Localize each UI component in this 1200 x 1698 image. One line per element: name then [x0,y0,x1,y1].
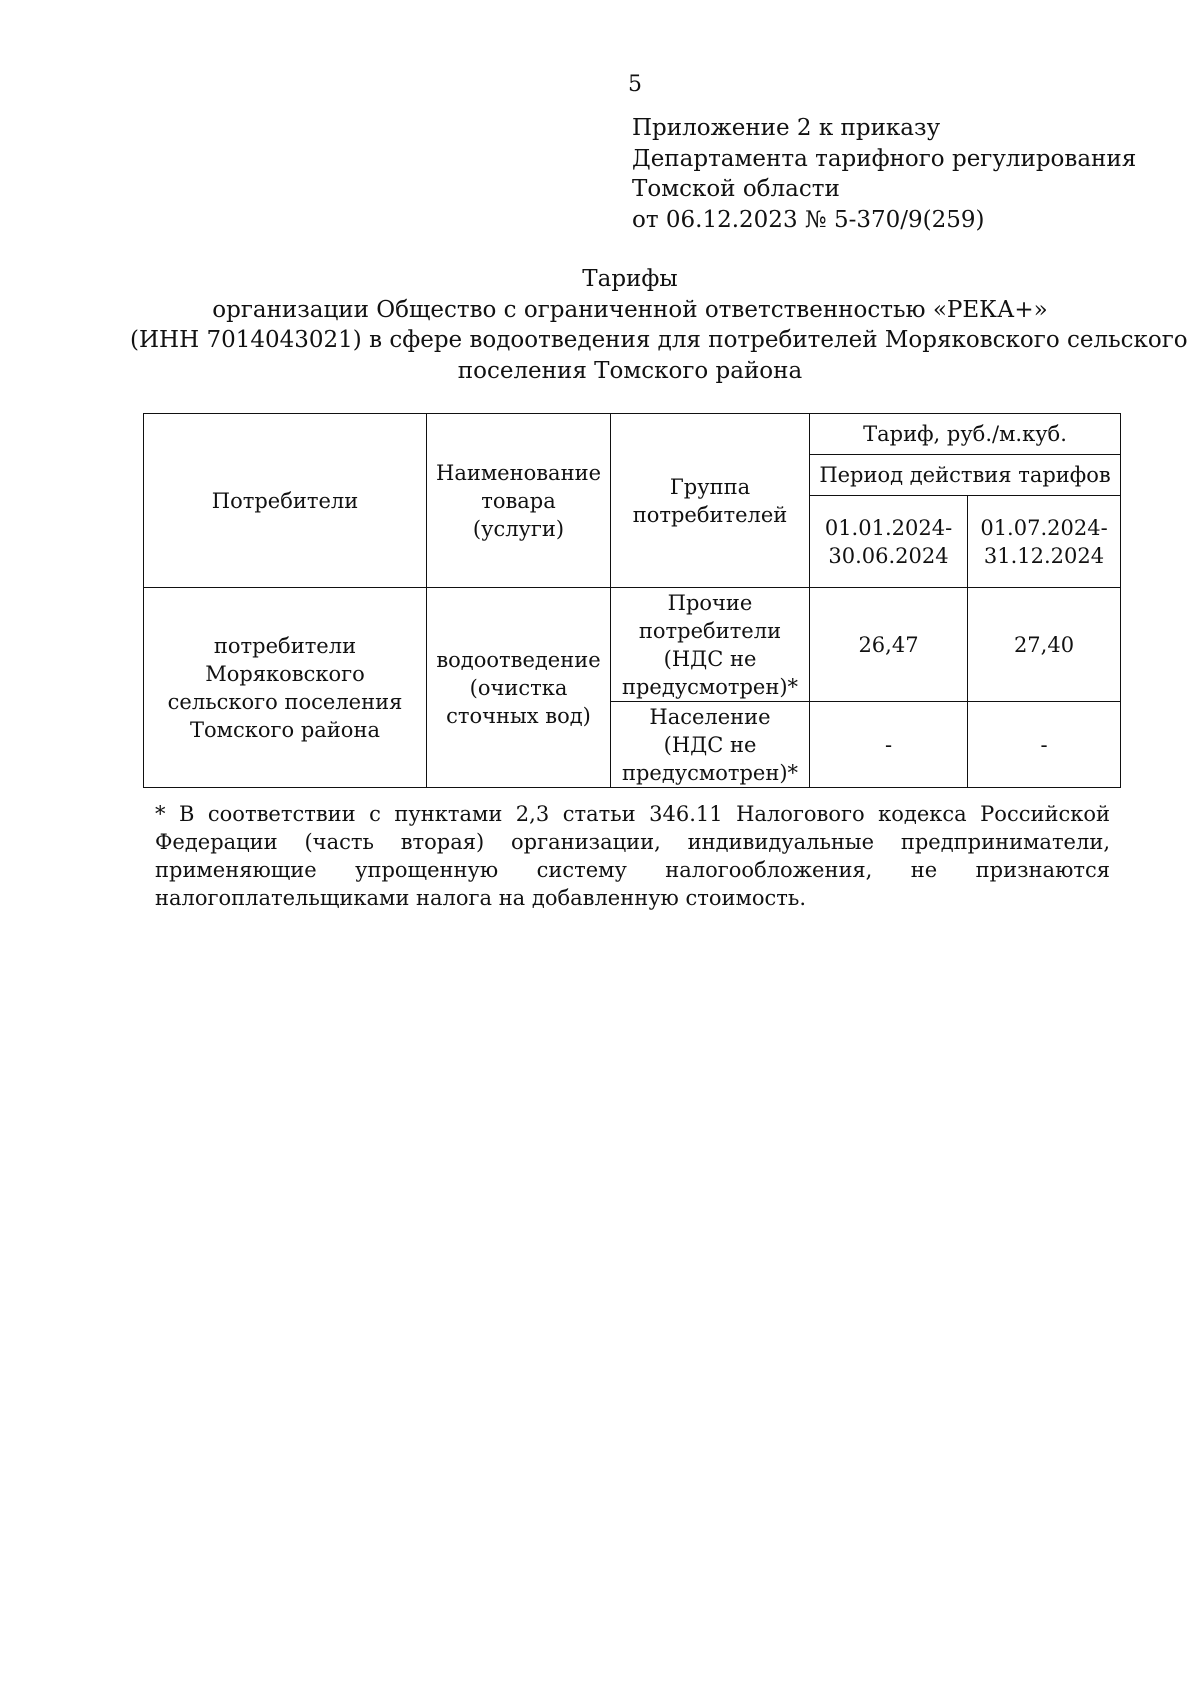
appendix-line: Томской области [632,176,840,202]
title-line: (ИНН 7014043021) в сфере водоотведения для потребителей Моряковского сельского [130,327,1188,353]
header-period: Период действия тарифов [810,455,1121,496]
page-number: 5 [628,72,642,97]
title-line: организации Общество с ограниченной ответственностью «РЕКА+» [212,296,1048,323]
cell-tariff-other-2: 27,40 [968,588,1121,702]
title-line: поселения Томского района [457,357,803,384]
appendix-line: от 06.12.2023 № 5-370/9(259) [632,206,985,233]
header-period-1: 01.01.2024-30.06.2024 [810,496,968,588]
table-header-row [144,414,1121,455]
cell-group-population: Население (НДС не предусмотрен)* [611,702,810,788]
cell-consumers: потребители Моряковского сельского поселения Томского района [144,588,427,788]
appendix-reference [632,113,1136,235]
title-line: Тарифы [582,266,678,292]
tariff-table [143,413,1121,788]
appendix-line: Департамента тарифного регулирования [632,145,1137,172]
header-service-name: Наименование товара (услуги) [427,414,611,588]
cell-group-other: Прочие потребители (НДС не предусмотрен)* [611,588,810,702]
cell-service: водоотведение (очистка сточных вод) [427,588,611,788]
appendix-line: Приложение 2 к приказу [632,115,941,141]
cell-tariff-population-1: - [810,702,968,788]
cell-tariff-other-1: 26,47 [810,588,968,702]
table-row [144,588,1121,702]
footnote: * В соответствии с пунктами 2,3 статьи 346.11 Налогового кодекса Российской Федерации (часть вторая) организации, индивидуальные предприниматели, применяющие упрощенную систему налогообложения, не признаются налогоплательщиками налога на добавленную стоимость. [155,802,1110,910]
header-tariff: Тариф, руб./м.куб. [810,414,1121,455]
document-title [130,264,1188,386]
header-period-2: 01.07.2024-31.12.2024 [968,496,1121,588]
header-consumers: Потребители [144,414,427,588]
header-consumer-group: Группа потребителей [611,414,810,588]
cell-tariff-population-2: - [968,702,1121,788]
